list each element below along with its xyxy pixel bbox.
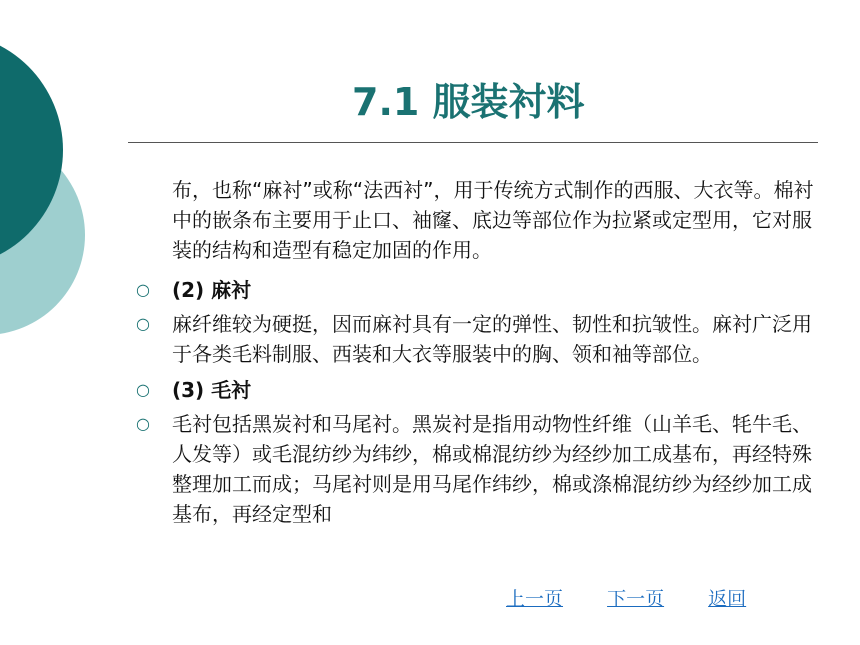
bullet-icon: ○ (136, 314, 150, 333)
paragraph-text: 毛衬包括黑炭衬和马尾衬。黑炭衬是指用动物性纤维（山羊毛、牦牛毛、人发等）或毛混纺纱为纬纱，棉或棉混纺纱为经纱加工成基布，再经特殊整理加工而成；马尾衬则是用马尾作纬纱，棉或涤棉混纺纱为经纱加工成基布，再经定型和 (172, 412, 812, 526)
paragraph-text: 麻纤维较为硬挺，因而麻衬具有一定的弹性、韧性和抗皱性。麻衬广泛用于各类毛料制服、西装和大衣等服装中的胸、领和袖等部位。 (172, 312, 812, 366)
paragraph-text: 布，也称“麻衬”或称“法西衬”，用于传统方式制作的西服、大衣等。棉衬中的嵌条布主要用于止口、袖窿、底边等部位作为拉紧或定型用，它对服装的结构和造型有稳定加固的作用。 (172, 178, 814, 262)
bullet-icon: ○ (136, 380, 150, 399)
list-item (136, 175, 826, 265)
bullet-icon: ○ (136, 414, 150, 433)
list-item (136, 375, 826, 405)
next-page-link[interactable]: 下一页 (607, 588, 665, 610)
page-title: 7.1 服装衬料 (352, 80, 585, 124)
paragraph-text: (3) 毛衬 (172, 378, 252, 402)
bullet-icon: ○ (136, 280, 150, 299)
back-link[interactable]: 返回 (708, 588, 747, 610)
list-item (136, 275, 826, 305)
paragraph-text: (2) 麻衬 (172, 278, 252, 302)
prev-page-link[interactable]: 上一页 (506, 588, 564, 610)
list-item (136, 409, 826, 529)
slide-body (136, 175, 826, 535)
slide-navigation (506, 584, 784, 611)
title-divider (128, 142, 818, 143)
list-item (136, 309, 826, 369)
